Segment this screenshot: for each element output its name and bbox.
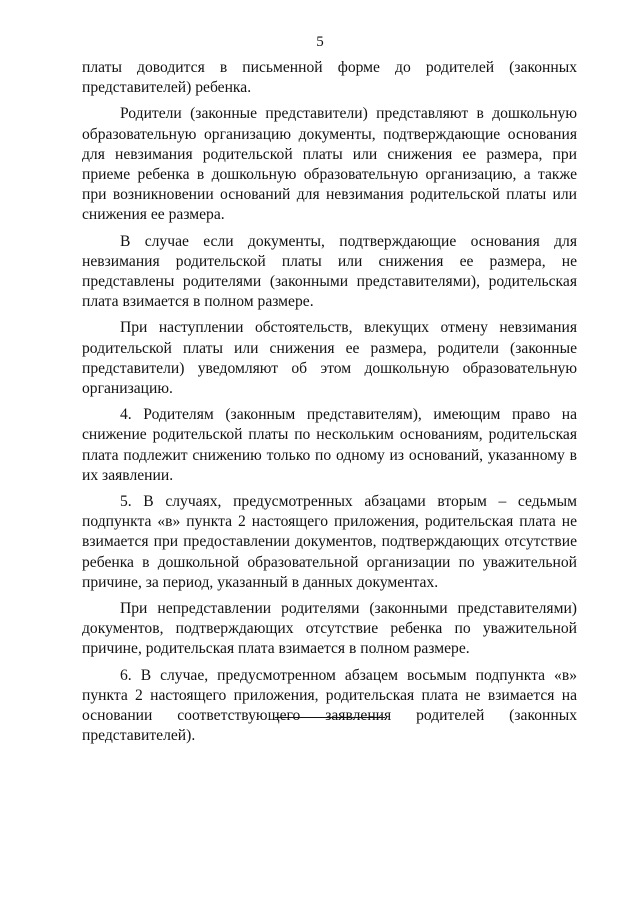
paragraph-item-4: 4. Родителям (законным представителям), имеющим право на снижение родительской платы по нескольким основаниям, родительская плата подлежит снижению только по одному из оснований, указанному в их заявлении. [82, 406, 577, 484]
paragraph-continuation: платы доводится в письменной форме до родителей (законных представителей) ребенка. [82, 59, 577, 97]
document-body [82, 58, 577, 747]
page-number: 5 [316, 34, 324, 50]
paragraph-item-5: 5. В случаях, предусмотренных абзацами вторым – седьмым подпункта «в» пункта 2 настоящего приложения, родительская плата не взимается при предоставлении документов, подтверждающих отсутствие ребенка в дошкольной образовательной организации по уважительной причине, за период, указанный в данных документах. [82, 493, 577, 591]
end-divider-line [275, 717, 385, 718]
paragraph-circumstances-notice: При наступлении обстоятельств, влекущих отмену невзимания родительской платы или снижения ее размера, родители (законные представители) уведомляют об этом дошкольную образовательную организацию. [82, 319, 577, 398]
paragraph-documents-submission: Родители (законные представители) представляют в дошкольную образовательную организацию документы, подтверждающие основания для невзимания родительской платы или снижения ее размера, при приеме ребенка в дошкольную образовательную организацию, а также при возникновении оснований для невзимания родительской платы или снижения ее размера. [82, 105, 577, 224]
paragraph-item-6: 6. В случае, предусмотренном абзацем восьмым подпункта «в» пункта 2 настоящего приложения, родительская плата не взимается на основании соответствующего заявления родителей (законных представителей). [82, 666, 577, 745]
paragraph-documents-not-submitted: В случае если документы, подтверждающие основания для невзимания родительской платы или снижения ее размера, не представлены родителями (законными представителями), родительская плата взимается в полном размере. [82, 232, 577, 311]
paragraph-absence-documents: При непредставлении родителями (законными представителями) документов, подтверждающих отсутствие ребенка по уважительной причине, родительская плата взимается в полном размере. [82, 600, 577, 658]
